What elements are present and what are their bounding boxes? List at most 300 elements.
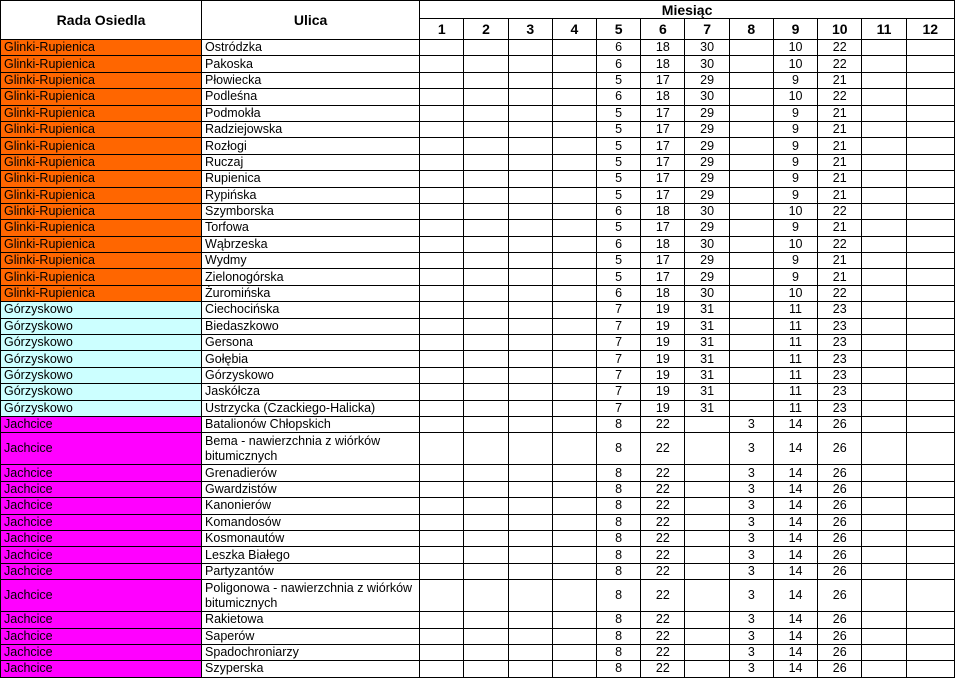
cell-month-12 bbox=[906, 335, 954, 351]
cell-month-5: 5 bbox=[597, 72, 641, 88]
cell-month-7: 29 bbox=[685, 269, 729, 285]
month-header-12: 12 bbox=[906, 19, 954, 40]
cell-month-6: 22 bbox=[641, 547, 685, 563]
cell-month-6: 22 bbox=[641, 644, 685, 660]
cell-month-3 bbox=[508, 236, 552, 252]
cell-month-12 bbox=[906, 465, 954, 481]
cell-month-12 bbox=[906, 40, 954, 56]
cell-month-8 bbox=[729, 105, 773, 121]
cell-month-9: 11 bbox=[773, 302, 817, 318]
cell-month-5: 7 bbox=[597, 384, 641, 400]
cell-month-7 bbox=[685, 530, 729, 546]
cell-month-7 bbox=[685, 563, 729, 579]
cell-month-4 bbox=[552, 465, 596, 481]
table-row bbox=[1, 253, 955, 269]
cell-month-3 bbox=[508, 89, 552, 105]
cell-month-4 bbox=[552, 220, 596, 236]
cell-month-12 bbox=[906, 121, 954, 137]
cell-month-11 bbox=[862, 89, 906, 105]
cell-month-3 bbox=[508, 547, 552, 563]
cell-month-5: 8 bbox=[597, 661, 641, 677]
cell-month-4 bbox=[552, 400, 596, 416]
cell-month-3 bbox=[508, 138, 552, 154]
cell-month-11 bbox=[862, 121, 906, 137]
cell-month-10: 26 bbox=[818, 465, 862, 481]
cell-month-7: 29 bbox=[685, 105, 729, 121]
cell-month-5: 5 bbox=[597, 154, 641, 170]
cell-month-7: 30 bbox=[685, 40, 729, 56]
cell-month-8: 3 bbox=[729, 416, 773, 432]
cell-month-6: 19 bbox=[641, 384, 685, 400]
cell-month-11 bbox=[862, 563, 906, 579]
cell-month-9: 14 bbox=[773, 547, 817, 563]
cell-month-7: 31 bbox=[685, 318, 729, 334]
cell-month-9: 10 bbox=[773, 203, 817, 219]
cell-street: Płowiecka bbox=[202, 72, 420, 88]
cell-month-12 bbox=[906, 89, 954, 105]
cell-month-7 bbox=[685, 547, 729, 563]
cell-month-4 bbox=[552, 547, 596, 563]
table-row bbox=[1, 187, 955, 203]
cell-month-11 bbox=[862, 105, 906, 121]
cell-month-9: 14 bbox=[773, 481, 817, 497]
cell-month-4 bbox=[552, 105, 596, 121]
cell-month-3 bbox=[508, 253, 552, 269]
cell-month-6: 22 bbox=[641, 612, 685, 628]
cell-month-3 bbox=[508, 416, 552, 432]
cell-month-1 bbox=[420, 121, 464, 137]
cell-month-12 bbox=[906, 612, 954, 628]
cell-month-4 bbox=[552, 121, 596, 137]
table-body bbox=[1, 40, 955, 678]
cell-month-4 bbox=[552, 644, 596, 660]
cell-month-2 bbox=[464, 498, 508, 514]
cell-month-4 bbox=[552, 171, 596, 187]
table-row bbox=[1, 171, 955, 187]
cell-month-10: 21 bbox=[818, 253, 862, 269]
cell-month-4 bbox=[552, 661, 596, 677]
cell-month-1 bbox=[420, 138, 464, 154]
cell-month-11 bbox=[862, 384, 906, 400]
cell-month-5: 8 bbox=[597, 530, 641, 546]
table-row bbox=[1, 498, 955, 514]
cell-month-1 bbox=[420, 236, 464, 252]
table-row bbox=[1, 384, 955, 400]
month-header-9: 9 bbox=[773, 19, 817, 40]
cell-month-4 bbox=[552, 335, 596, 351]
cell-month-3 bbox=[508, 661, 552, 677]
cell-month-12 bbox=[906, 367, 954, 383]
cell-month-3 bbox=[508, 203, 552, 219]
cell-month-11 bbox=[862, 547, 906, 563]
cell-month-10: 26 bbox=[818, 498, 862, 514]
month-header-1: 1 bbox=[420, 19, 464, 40]
cell-month-2 bbox=[464, 612, 508, 628]
cell-month-10: 23 bbox=[818, 400, 862, 416]
cell-month-6: 17 bbox=[641, 269, 685, 285]
header-ulica: Ulica bbox=[202, 1, 420, 40]
cell-rada: Jachcice bbox=[1, 530, 202, 546]
cell-month-11 bbox=[862, 269, 906, 285]
cell-month-6: 22 bbox=[641, 416, 685, 432]
month-header-11: 11 bbox=[862, 19, 906, 40]
cell-rada: Glinki-Rupienica bbox=[1, 154, 202, 170]
cell-month-4 bbox=[552, 612, 596, 628]
cell-month-7: 30 bbox=[685, 203, 729, 219]
cell-month-8 bbox=[729, 384, 773, 400]
cell-month-2 bbox=[464, 400, 508, 416]
cell-month-1 bbox=[420, 154, 464, 170]
cell-month-7: 31 bbox=[685, 335, 729, 351]
cell-month-7: 29 bbox=[685, 171, 729, 187]
cell-month-8: 3 bbox=[729, 580, 773, 612]
cell-month-3 bbox=[508, 433, 552, 465]
cell-month-7 bbox=[685, 498, 729, 514]
cell-month-6: 18 bbox=[641, 56, 685, 72]
cell-street: Kosmonautów bbox=[202, 530, 420, 546]
cell-month-11 bbox=[862, 154, 906, 170]
cell-month-6: 22 bbox=[641, 433, 685, 465]
cell-month-10: 23 bbox=[818, 384, 862, 400]
cell-month-12 bbox=[906, 498, 954, 514]
cell-month-1 bbox=[420, 400, 464, 416]
cell-month-11 bbox=[862, 580, 906, 612]
cell-month-2 bbox=[464, 514, 508, 530]
cell-month-9: 14 bbox=[773, 416, 817, 432]
cell-month-7: 29 bbox=[685, 187, 729, 203]
cell-month-10: 26 bbox=[818, 563, 862, 579]
cell-month-11 bbox=[862, 481, 906, 497]
cell-month-6: 19 bbox=[641, 400, 685, 416]
cell-street: Podleśna bbox=[202, 89, 420, 105]
cell-street: Ruczaj bbox=[202, 154, 420, 170]
cell-month-4 bbox=[552, 384, 596, 400]
cell-street: Rypińska bbox=[202, 187, 420, 203]
cell-rada: Jachcice bbox=[1, 498, 202, 514]
cell-month-11 bbox=[862, 367, 906, 383]
cell-month-9: 14 bbox=[773, 628, 817, 644]
cell-month-8 bbox=[729, 351, 773, 367]
cell-month-1 bbox=[420, 563, 464, 579]
cell-month-10: 26 bbox=[818, 416, 862, 432]
cell-month-6: 18 bbox=[641, 236, 685, 252]
cell-street: Partyzantów bbox=[202, 563, 420, 579]
cell-month-9: 9 bbox=[773, 105, 817, 121]
cell-month-6: 18 bbox=[641, 89, 685, 105]
cell-month-4 bbox=[552, 351, 596, 367]
cell-month-9: 11 bbox=[773, 318, 817, 334]
table-row bbox=[1, 416, 955, 432]
cell-month-12 bbox=[906, 269, 954, 285]
cell-month-6: 22 bbox=[641, 661, 685, 677]
cell-month-12 bbox=[906, 547, 954, 563]
cell-month-7: 29 bbox=[685, 138, 729, 154]
cell-month-5: 5 bbox=[597, 187, 641, 203]
cell-month-7: 29 bbox=[685, 121, 729, 137]
cell-month-7: 31 bbox=[685, 367, 729, 383]
cell-month-3 bbox=[508, 351, 552, 367]
cell-month-1 bbox=[420, 72, 464, 88]
cell-month-4 bbox=[552, 40, 596, 56]
cell-street: Torfowa bbox=[202, 220, 420, 236]
cell-month-9: 14 bbox=[773, 563, 817, 579]
cell-month-2 bbox=[464, 105, 508, 121]
cell-month-2 bbox=[464, 302, 508, 318]
cell-month-4 bbox=[552, 498, 596, 514]
cell-month-9: 9 bbox=[773, 121, 817, 137]
cell-month-5: 7 bbox=[597, 318, 641, 334]
cell-month-5: 8 bbox=[597, 433, 641, 465]
cell-month-12 bbox=[906, 220, 954, 236]
cell-month-1 bbox=[420, 481, 464, 497]
cell-rada: Jachcice bbox=[1, 433, 202, 465]
cell-month-8: 3 bbox=[729, 563, 773, 579]
cell-month-2 bbox=[464, 72, 508, 88]
cell-month-10: 22 bbox=[818, 56, 862, 72]
cell-month-12 bbox=[906, 138, 954, 154]
cell-month-2 bbox=[464, 220, 508, 236]
cell-month-6: 22 bbox=[641, 465, 685, 481]
cell-month-10: 21 bbox=[818, 138, 862, 154]
cell-month-5: 6 bbox=[597, 89, 641, 105]
cell-month-10: 21 bbox=[818, 121, 862, 137]
table-row bbox=[1, 514, 955, 530]
cell-month-1 bbox=[420, 89, 464, 105]
table-row bbox=[1, 400, 955, 416]
cell-month-5: 5 bbox=[597, 171, 641, 187]
cell-month-9: 9 bbox=[773, 72, 817, 88]
cell-month-4 bbox=[552, 416, 596, 432]
cell-month-7: 31 bbox=[685, 302, 729, 318]
cell-month-10: 26 bbox=[818, 628, 862, 644]
cell-month-11 bbox=[862, 253, 906, 269]
cell-month-4 bbox=[552, 89, 596, 105]
cell-month-7 bbox=[685, 628, 729, 644]
header-rada: Rada Osiedla bbox=[1, 1, 202, 40]
cell-month-6: 19 bbox=[641, 318, 685, 334]
cell-month-1 bbox=[420, 253, 464, 269]
cell-month-7: 30 bbox=[685, 236, 729, 252]
cell-month-8 bbox=[729, 335, 773, 351]
cell-month-12 bbox=[906, 105, 954, 121]
cell-month-5: 8 bbox=[597, 465, 641, 481]
cell-month-12 bbox=[906, 253, 954, 269]
cell-month-5: 7 bbox=[597, 367, 641, 383]
cell-month-6: 17 bbox=[641, 187, 685, 203]
cell-month-6: 17 bbox=[641, 138, 685, 154]
cell-rada: Jachcice bbox=[1, 416, 202, 432]
cell-month-3 bbox=[508, 384, 552, 400]
cell-month-9: 9 bbox=[773, 269, 817, 285]
cell-month-8 bbox=[729, 367, 773, 383]
cell-street: Rakietowa bbox=[202, 612, 420, 628]
cell-month-1 bbox=[420, 318, 464, 334]
cell-month-6: 22 bbox=[641, 563, 685, 579]
cell-month-4 bbox=[552, 530, 596, 546]
cell-month-1 bbox=[420, 335, 464, 351]
cell-rada: Glinki-Rupienica bbox=[1, 40, 202, 56]
cell-month-8 bbox=[729, 302, 773, 318]
cell-month-6: 19 bbox=[641, 367, 685, 383]
cell-month-3 bbox=[508, 612, 552, 628]
cell-month-4 bbox=[552, 481, 596, 497]
table-row bbox=[1, 563, 955, 579]
cell-month-6: 19 bbox=[641, 302, 685, 318]
cell-month-8: 3 bbox=[729, 644, 773, 660]
cell-month-2 bbox=[464, 121, 508, 137]
cell-month-7 bbox=[685, 661, 729, 677]
cell-month-10: 26 bbox=[818, 433, 862, 465]
cell-month-5: 8 bbox=[597, 416, 641, 432]
cell-month-10: 22 bbox=[818, 40, 862, 56]
cell-rada: Jachcice bbox=[1, 644, 202, 660]
cell-street: Batalionów Chłopskich bbox=[202, 416, 420, 432]
cell-month-3 bbox=[508, 644, 552, 660]
cell-street: Biedaszkowo bbox=[202, 318, 420, 334]
cell-month-1 bbox=[420, 220, 464, 236]
cell-month-10: 26 bbox=[818, 661, 862, 677]
cell-month-12 bbox=[906, 400, 954, 416]
cell-month-2 bbox=[464, 269, 508, 285]
cell-street: Radziejowska bbox=[202, 121, 420, 137]
cell-month-8: 3 bbox=[729, 530, 773, 546]
cell-month-3 bbox=[508, 187, 552, 203]
cell-month-6: 17 bbox=[641, 105, 685, 121]
cell-month-5: 7 bbox=[597, 335, 641, 351]
cell-month-12 bbox=[906, 351, 954, 367]
cell-month-11 bbox=[862, 661, 906, 677]
cell-month-7: 30 bbox=[685, 89, 729, 105]
table-row bbox=[1, 105, 955, 121]
cell-month-8 bbox=[729, 285, 773, 301]
table-row bbox=[1, 367, 955, 383]
cell-month-12 bbox=[906, 563, 954, 579]
table-row bbox=[1, 318, 955, 334]
cell-month-4 bbox=[552, 433, 596, 465]
cell-month-8 bbox=[729, 253, 773, 269]
cell-month-3 bbox=[508, 514, 552, 530]
cell-month-11 bbox=[862, 203, 906, 219]
cell-month-11 bbox=[862, 335, 906, 351]
cell-month-12 bbox=[906, 661, 954, 677]
cell-street: Szymborska bbox=[202, 203, 420, 219]
cell-month-3 bbox=[508, 40, 552, 56]
cell-rada: Glinki-Rupienica bbox=[1, 56, 202, 72]
cell-month-12 bbox=[906, 236, 954, 252]
cell-month-9: 11 bbox=[773, 400, 817, 416]
table-row bbox=[1, 612, 955, 628]
cell-month-2 bbox=[464, 171, 508, 187]
cell-rada: Glinki-Rupienica bbox=[1, 105, 202, 121]
cell-month-9: 10 bbox=[773, 56, 817, 72]
cell-month-10: 21 bbox=[818, 187, 862, 203]
cell-month-7 bbox=[685, 644, 729, 660]
month-header-10: 10 bbox=[818, 19, 862, 40]
cell-month-12 bbox=[906, 203, 954, 219]
cell-rada: Jachcice bbox=[1, 465, 202, 481]
cell-rada: Jachcice bbox=[1, 612, 202, 628]
cell-month-3 bbox=[508, 481, 552, 497]
cell-month-12 bbox=[906, 56, 954, 72]
table-row bbox=[1, 72, 955, 88]
cell-month-5: 8 bbox=[597, 547, 641, 563]
cell-month-5: 6 bbox=[597, 203, 641, 219]
cell-month-3 bbox=[508, 269, 552, 285]
cell-month-5: 5 bbox=[597, 253, 641, 269]
cell-month-1 bbox=[420, 302, 464, 318]
cell-month-11 bbox=[862, 236, 906, 252]
cell-month-3 bbox=[508, 530, 552, 546]
cell-month-10: 26 bbox=[818, 612, 862, 628]
cell-rada: Górzyskowo bbox=[1, 335, 202, 351]
table-row bbox=[1, 335, 955, 351]
cell-rada: Glinki-Rupienica bbox=[1, 72, 202, 88]
month-header-6: 6 bbox=[641, 19, 685, 40]
table-row bbox=[1, 203, 955, 219]
cell-month-3 bbox=[508, 563, 552, 579]
cell-month-7: 30 bbox=[685, 56, 729, 72]
cell-month-3 bbox=[508, 171, 552, 187]
table-row bbox=[1, 433, 955, 465]
cell-month-5: 6 bbox=[597, 236, 641, 252]
cell-month-9: 14 bbox=[773, 661, 817, 677]
cell-month-11 bbox=[862, 56, 906, 72]
cell-month-5: 8 bbox=[597, 612, 641, 628]
cell-month-8 bbox=[729, 269, 773, 285]
cell-month-7 bbox=[685, 465, 729, 481]
cell-month-1 bbox=[420, 416, 464, 432]
cell-month-9: 14 bbox=[773, 644, 817, 660]
cell-street: Rozłogi bbox=[202, 138, 420, 154]
cell-month-2 bbox=[464, 481, 508, 497]
cell-month-1 bbox=[420, 498, 464, 514]
cell-month-12 bbox=[906, 72, 954, 88]
cell-month-7: 30 bbox=[685, 285, 729, 301]
cell-month-1 bbox=[420, 285, 464, 301]
table-row bbox=[1, 302, 955, 318]
cell-month-10: 21 bbox=[818, 105, 862, 121]
cell-street: Komandosów bbox=[202, 514, 420, 530]
cell-month-6: 17 bbox=[641, 253, 685, 269]
cell-street: Kanonierów bbox=[202, 498, 420, 514]
cell-month-6: 19 bbox=[641, 351, 685, 367]
cell-month-4 bbox=[552, 563, 596, 579]
cell-month-2 bbox=[464, 203, 508, 219]
cell-month-8: 3 bbox=[729, 433, 773, 465]
cell-month-11 bbox=[862, 72, 906, 88]
cell-month-6: 18 bbox=[641, 40, 685, 56]
cell-month-2 bbox=[464, 547, 508, 563]
cell-rada: Glinki-Rupienica bbox=[1, 203, 202, 219]
cell-month-6: 17 bbox=[641, 72, 685, 88]
cell-month-2 bbox=[464, 465, 508, 481]
cell-month-2 bbox=[464, 661, 508, 677]
cell-month-9: 14 bbox=[773, 498, 817, 514]
table-row bbox=[1, 40, 955, 56]
table-row bbox=[1, 644, 955, 660]
cell-month-1 bbox=[420, 367, 464, 383]
cell-month-11 bbox=[862, 433, 906, 465]
cell-month-1 bbox=[420, 105, 464, 121]
cell-month-12 bbox=[906, 514, 954, 530]
cell-month-5: 6 bbox=[597, 56, 641, 72]
cell-month-7: 29 bbox=[685, 72, 729, 88]
cell-month-8 bbox=[729, 154, 773, 170]
cell-month-6: 17 bbox=[641, 154, 685, 170]
month-header-3: 3 bbox=[508, 19, 552, 40]
cell-month-9: 14 bbox=[773, 514, 817, 530]
cell-month-8 bbox=[729, 400, 773, 416]
